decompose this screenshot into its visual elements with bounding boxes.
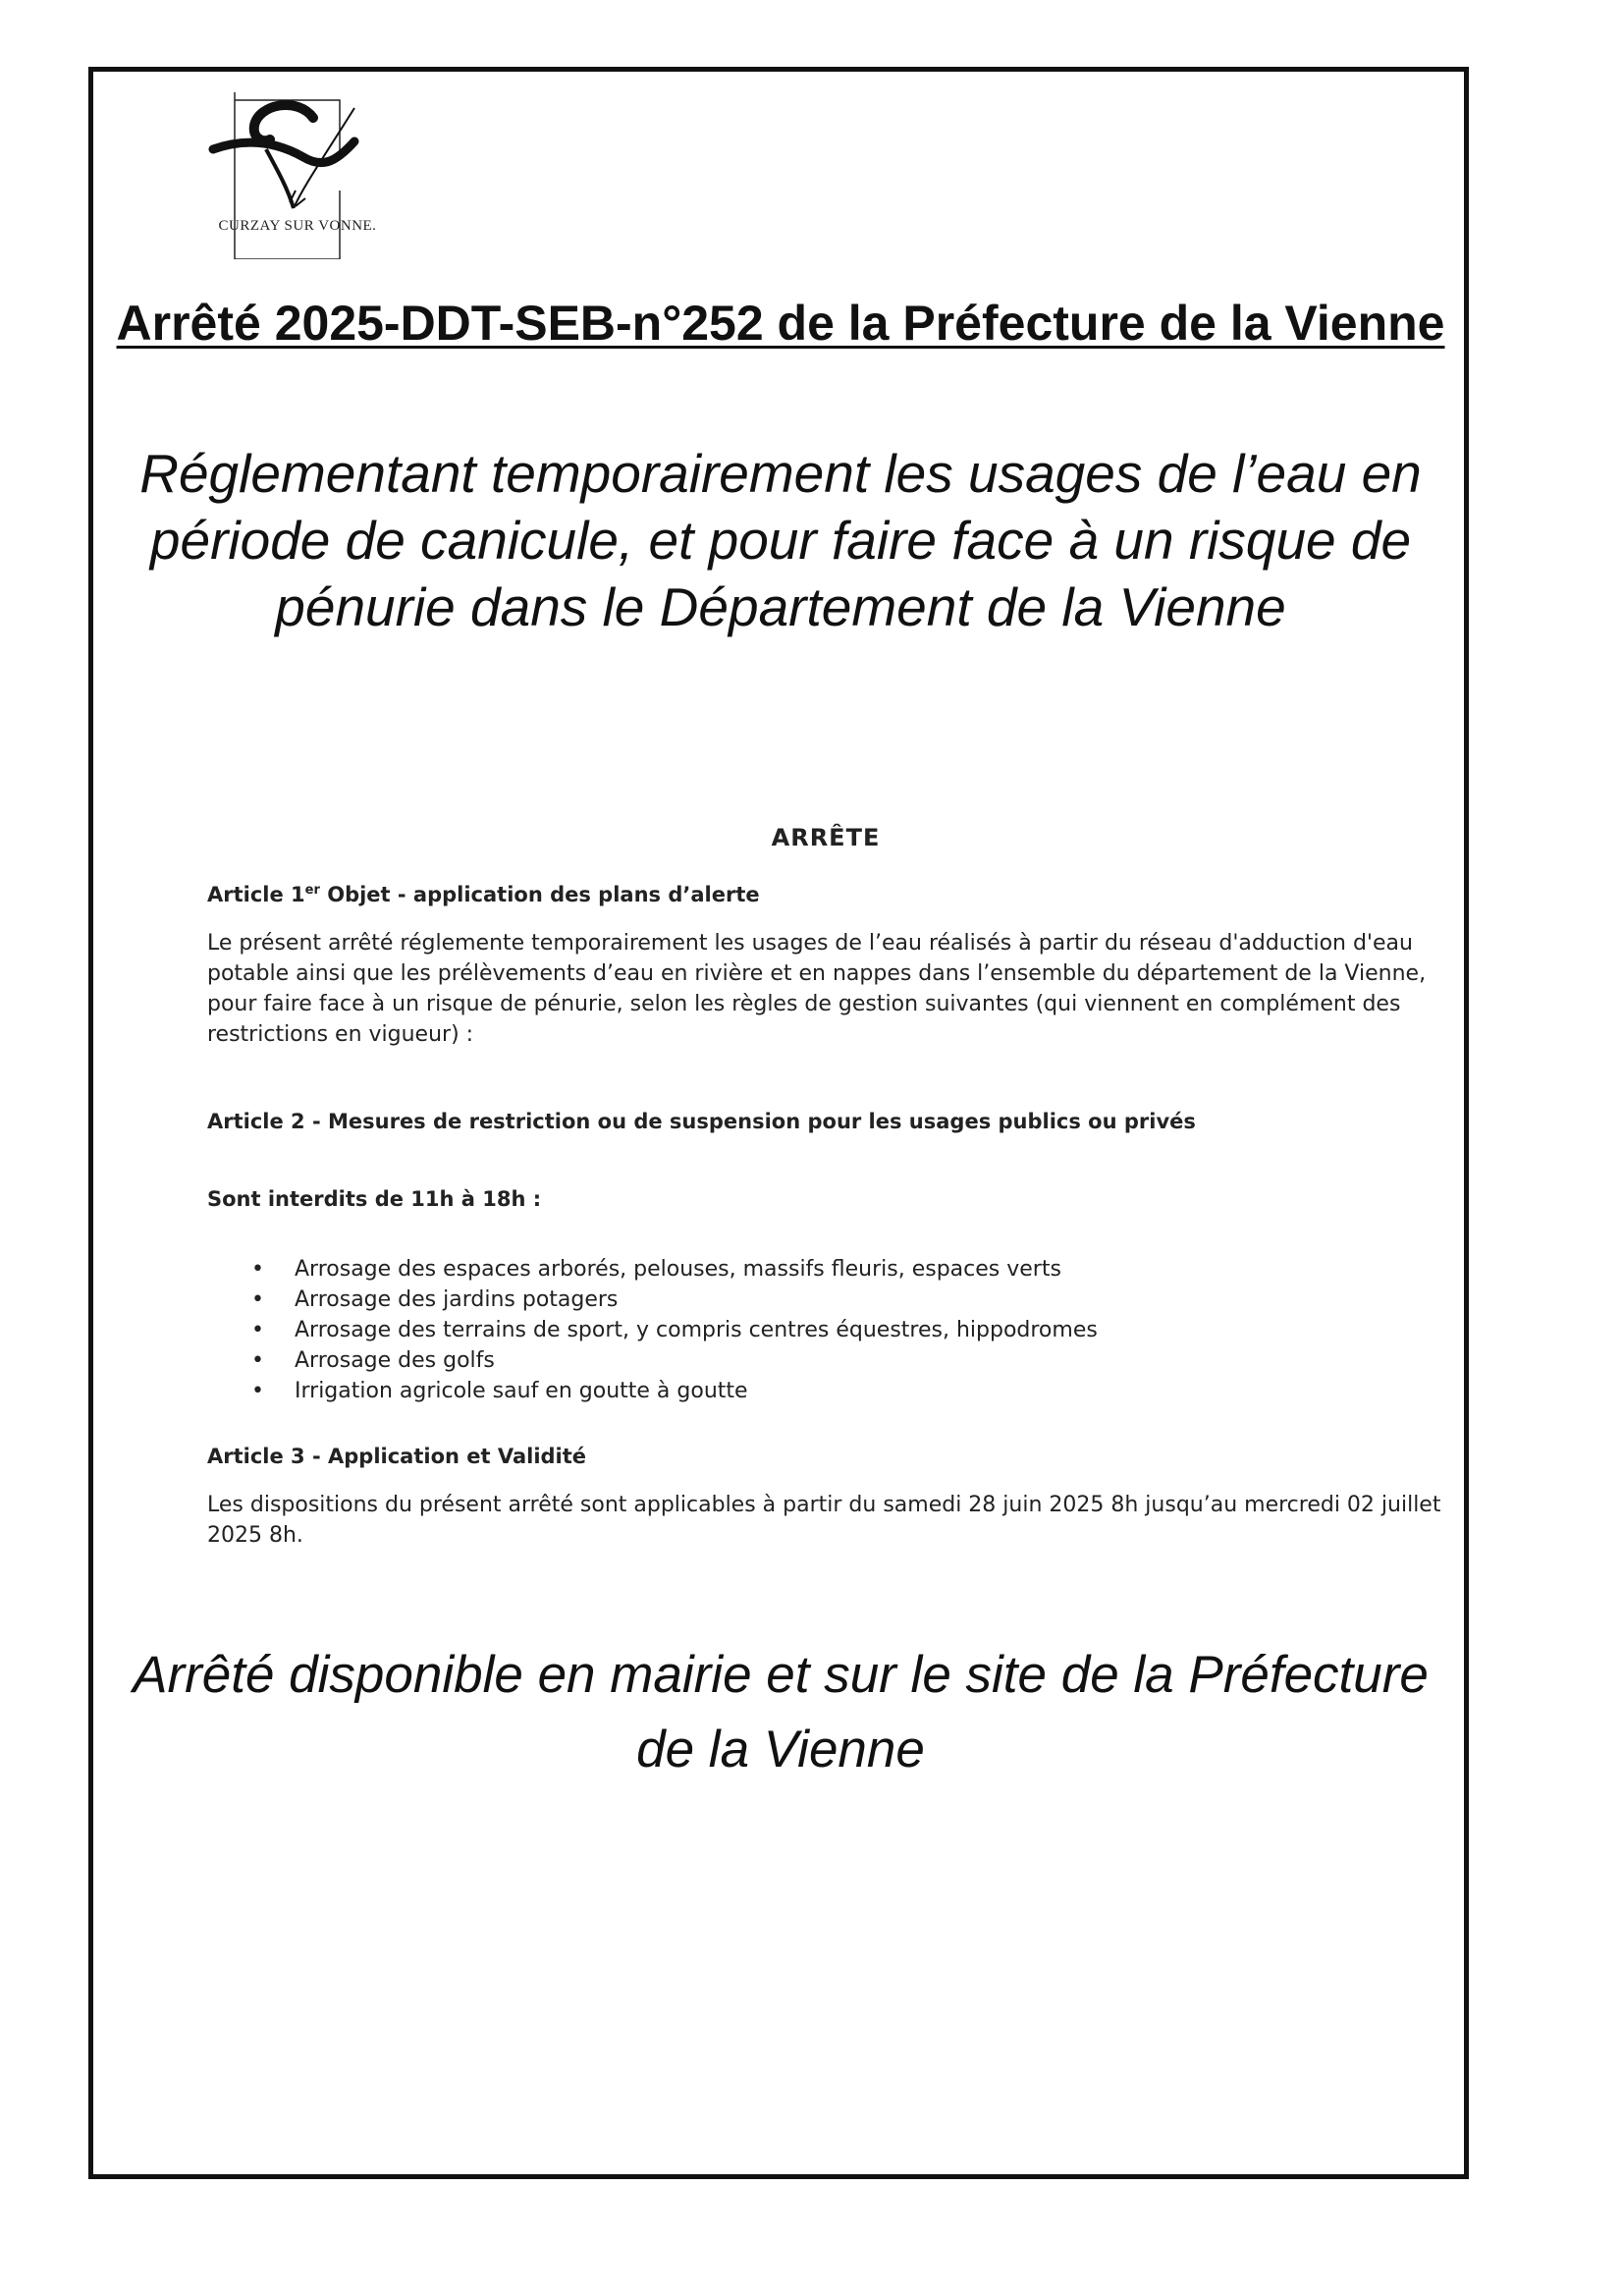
list-item: • Arrosage des golfs [251,1345,1444,1376]
article-2-subheading: Sont interdits de 11h à 18h : [207,1187,542,1211]
town-logo [207,92,388,259]
restriction-list [251,1254,1444,1406]
list-item: • Irrigation agricole sauf en goutte à goutte [251,1376,1444,1406]
decree-body [207,823,1444,1551]
town-logo-text: CURZAY SUR VONNE. [218,218,377,234]
closing-notice: Arrêté disponible en mairie et sur le site de la Préfecture de la Vienne [133,1646,1429,1778]
article-1-title-prefix: Article 1 [207,883,305,906]
article-1-title-rest: Objet - application des plans d’alerte [319,883,760,906]
article-1-title [207,875,1444,910]
article-1-title-sup: er [304,883,320,898]
page-subtitle: Réglementant temporairement les usages de l’eau en période de canicule, et pour faire face à un risque de pénurie dans le Département de la Vienne [139,443,1422,637]
list-item: • Arrosage des jardins potagers [251,1285,1444,1315]
article-1-text: Le présent arrêté réglemente temporairement les usages de l’eau réalisés à partir du réseau d'adduction d'eau potable ainsi que les prélèvements d’eau en rivière et en nappes dans l’ensemble du département de la Vienne, pour faire face à un risque de pénurie, selon les règles de gestion suivantes (qui viennent en complément des restrictions en vigueur) : [207,931,1427,1047]
list-item: • Arrosage des espaces arborés, pelouses, massifs fleuris, espaces verts [251,1254,1444,1285]
article-2-title: Article 2 - Mesures de restriction ou de suspension pour les usages publics ou privés [207,1110,1196,1133]
list-item: • Arrosage des terrains de sport, y compris centres équestres, hippodromes [251,1315,1444,1345]
article-3-title: Article 3 - Application et Validité [207,1445,587,1468]
page-title: Arrêté 2025-DDT-SEB-n°252 de la Préfecture de la Vienne [116,296,1445,351]
article-3-text: Les dispositions du présent arrêté sont applicables à partir du samedi 28 juin 2025 8h jusqu’au mercredi 02 juillet 2025 8h. [207,1493,1441,1548]
arrete-heading: ARRÊTE [771,824,881,851]
